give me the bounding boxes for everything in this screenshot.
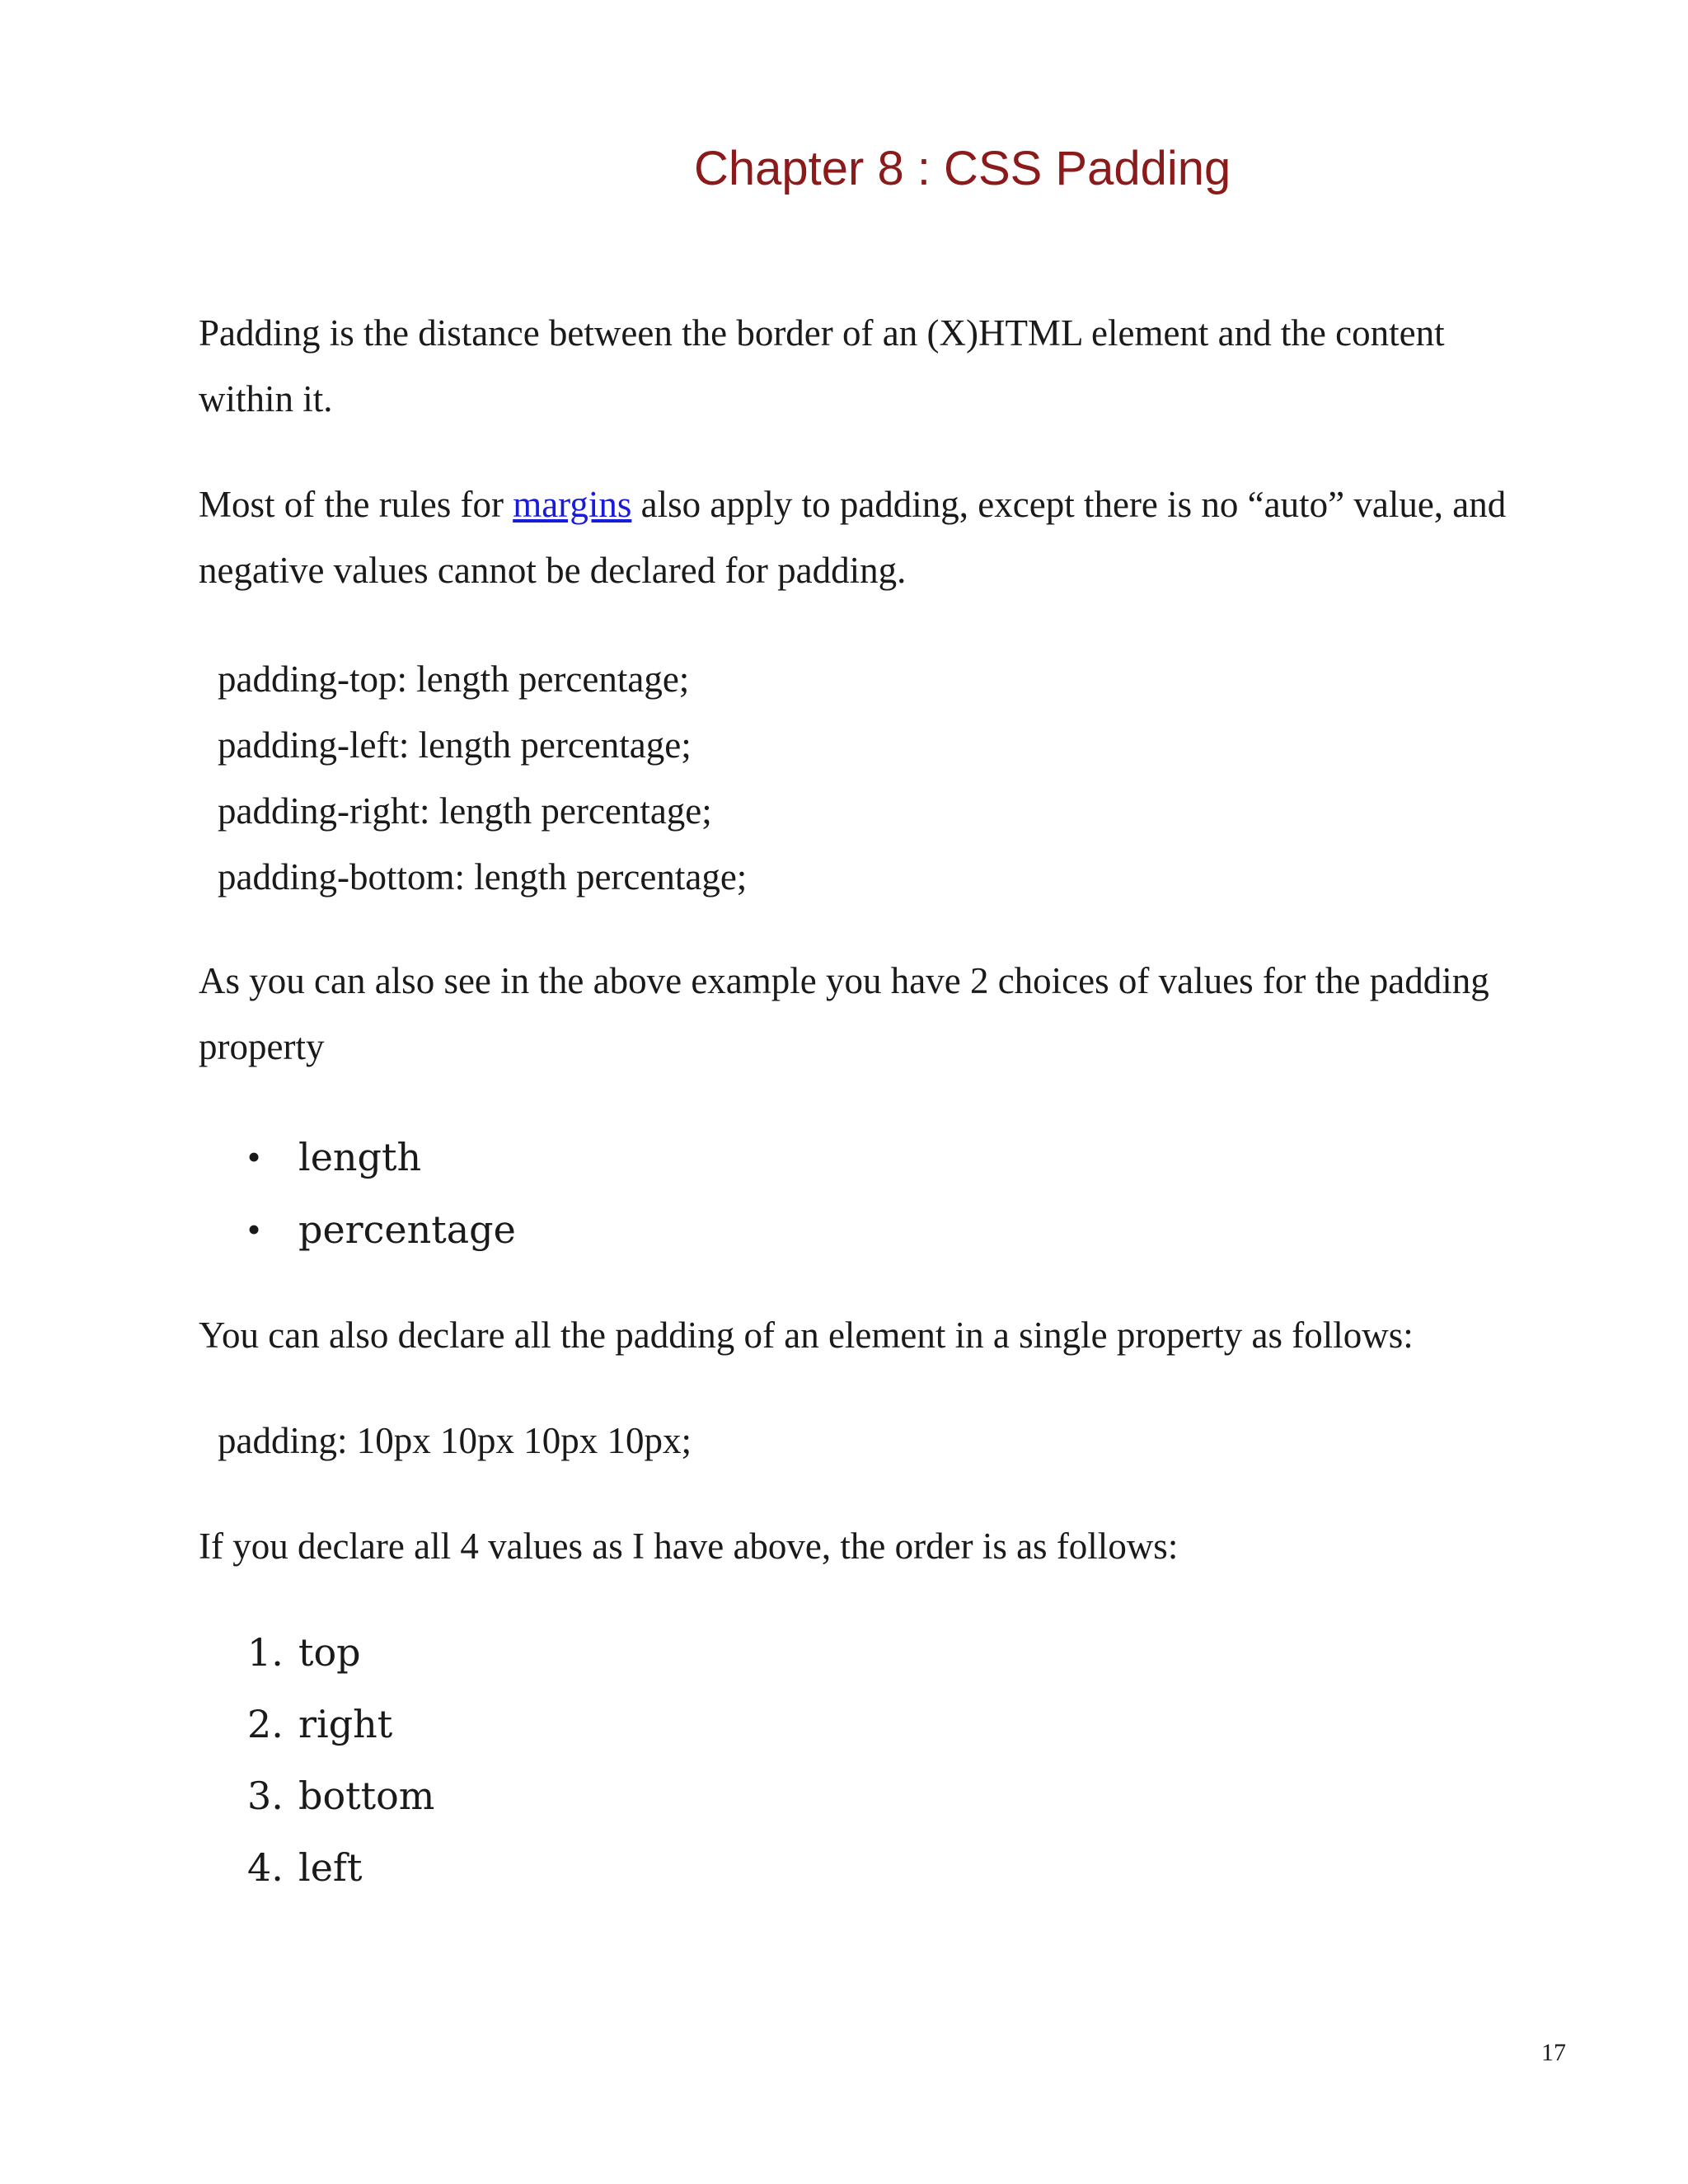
list-item-label: top [298,1630,361,1675]
code-line-padding-bottom: padding-bottom: length percentage; [218,856,748,898]
list-item-number: 3. [247,1774,284,1818]
list-item-label: right [298,1702,393,1746]
code-line-padding-top: padding-top: length percentage; [218,658,690,700]
code-line-shorthand: padding: 10px 10px 10px 10px; [218,1420,692,1461]
rules-line-2: negative values cannot be declared for padding. [199,550,907,591]
intro-line-1: Padding is the distance between the border of an (X)HTML element and the content [199,312,1445,354]
list-item [247,1617,434,1689]
padding-properties-code [218,646,747,910]
intro-paragraph [199,300,1567,432]
list-item-label: left [298,1845,363,1890]
list-item-number: 2. [247,1702,284,1746]
choices-paragraph [199,948,1567,1080]
list-item-label: percentage [298,1207,516,1252]
list-item [247,1121,516,1193]
list-item [247,1832,434,1904]
list-item-label: bottom [298,1774,435,1818]
margins-link[interactable]: margins [513,484,632,525]
margins-rule-paragraph [199,471,1567,603]
page-number: 17 [1541,2039,1566,2066]
chapter-title: Chapter 8 : CSS Padding [694,142,1231,195]
rules-text-after-link: also apply to padding, except there is no “auto” value, and [631,484,1507,525]
bullet-icon: • [247,1208,261,1250]
order-paragraph: If you declare all 4 values as I have above, the order is as follows: [199,1526,1179,1567]
shorthand-paragraph: You can also declare all the padding of an element in a single property as follows: [199,1315,1414,1356]
choices-line-2: property [199,1026,325,1067]
list-item [247,1193,516,1266]
choices-line-1: As you can also see in the above example you have 2 choices of values for the padding [199,960,1489,1001]
intro-line-2: within it. [199,378,333,419]
list-item [247,1689,434,1760]
code-line-padding-left: padding-left: length percentage; [218,724,692,766]
bullet-icon: • [247,1136,261,1178]
padding-shorthand-code [218,1408,692,1474]
list-item [247,1760,434,1832]
code-line-padding-right: padding-right: length percentage; [218,790,712,832]
list-item-number: 4. [247,1845,284,1890]
value-choices-list [247,1121,516,1266]
rules-text-before-link: Most of the rules for [199,484,513,525]
list-item-number: 1. [247,1630,284,1675]
padding-order-list [247,1617,434,1904]
list-item-label: length [298,1135,422,1179]
